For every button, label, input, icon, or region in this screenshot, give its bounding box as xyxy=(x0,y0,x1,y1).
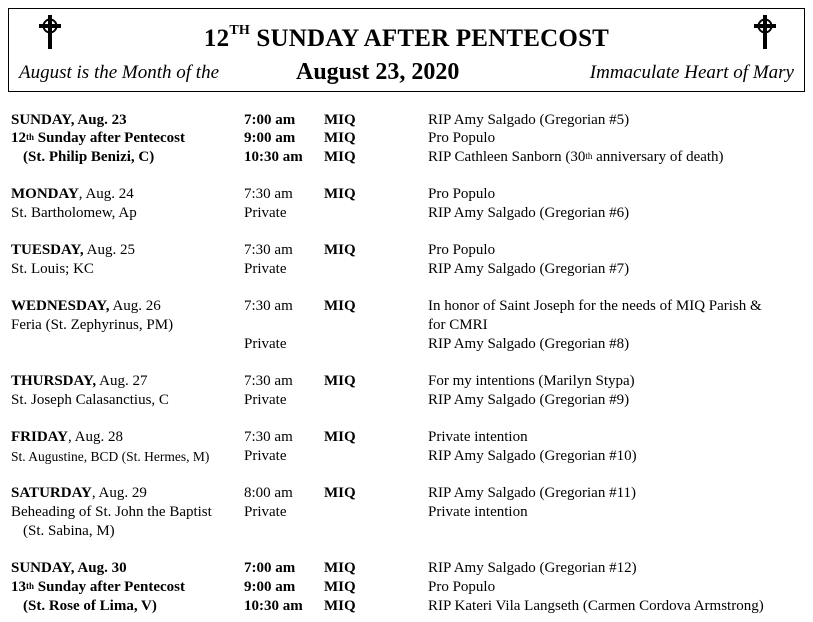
mass-intention: RIP Amy Salgado (Gregorian #11) xyxy=(428,485,637,501)
mass-intention: RIP Amy Salgado (Gregorian #7) xyxy=(428,261,630,277)
mass-location: MIQ xyxy=(324,130,356,146)
mass-intention: RIP Amy Salgado (Gregorian #9) xyxy=(428,392,630,408)
day-heading: TUESDAY, Aug. 25 xyxy=(11,242,135,258)
feast-name: 13th Sunday after Pentecost xyxy=(11,579,185,595)
mass-intention: RIP Amy Salgado (Gregorian #10) xyxy=(428,448,637,464)
mass-location: MIQ xyxy=(324,429,356,445)
mass-intention: RIP Amy Salgado (Gregorian #8) xyxy=(428,336,630,352)
feast-commemoration: (St. Philip Benizi, C) xyxy=(23,149,155,165)
mass-intention: Pro Populo xyxy=(428,579,496,595)
day-heading: SATURDAY, Aug. 29 xyxy=(11,485,147,501)
feast-name: 12th Sunday after Pentecost xyxy=(11,130,185,146)
mass-intention: RIP Amy Salgado (Gregorian #6) xyxy=(428,205,630,221)
mass-time: Private xyxy=(244,448,287,464)
mass-intention: For my intentions (Marilyn Stypa) xyxy=(428,373,635,389)
mass-location: MIQ xyxy=(324,186,356,202)
mass-location: MIQ xyxy=(324,373,356,389)
mass-intention-continued: for CMRI xyxy=(428,317,488,333)
mass-intention: Pro Populo xyxy=(428,242,496,258)
mass-location: MIQ xyxy=(324,112,356,128)
mass-intention: Pro Populo xyxy=(428,186,496,202)
month-dedication-left: August is the Month of the xyxy=(19,62,220,83)
day-heading: SUNDAY, Aug. 30 xyxy=(11,560,127,576)
day-heading: SUNDAY, Aug. 23 xyxy=(11,112,127,128)
mass-time: 7:30 am xyxy=(244,373,293,389)
mass-location: MIQ xyxy=(324,560,356,576)
mass-location: MIQ xyxy=(324,298,356,314)
mass-location: MIQ xyxy=(324,579,356,595)
mass-location: MIQ xyxy=(324,242,356,258)
mass-time: Private xyxy=(244,392,287,408)
day-heading: FRIDAY, Aug. 28 xyxy=(11,429,123,445)
feast-commemoration: (St. Rose of Lima, V) xyxy=(23,598,157,614)
day-heading: WEDNESDAY, Aug. 26 xyxy=(11,298,161,314)
mass-location: MIQ xyxy=(324,149,356,165)
mass-intention: Pro Populo xyxy=(428,130,496,146)
page-title: 12TH SUNDAY AFTER PENTECOST xyxy=(203,23,610,52)
mass-intention: Private intention xyxy=(428,429,528,445)
feast-name: Beheading of St. John the Baptist xyxy=(11,504,212,520)
mass-intention: RIP Amy Salgado (Gregorian #12) xyxy=(428,560,637,576)
mass-intention: In honor of Saint Joseph for the needs of MIQ Parish & xyxy=(428,298,762,314)
mass-time: 7:00 am xyxy=(244,112,296,128)
day-heading: MONDAY, Aug. 24 xyxy=(11,186,134,202)
mass-intention: RIP Cathleen Sanborn (30th anniversary of death) xyxy=(428,149,724,165)
mass-time: 8:00 am xyxy=(244,485,293,501)
mass-time: 7:30 am xyxy=(244,429,293,445)
mass-intention: RIP Kateri Vila Langseth (Carmen Cordova Armstrong) xyxy=(428,598,764,614)
mass-time: Private xyxy=(244,504,287,520)
mass-time: Private xyxy=(244,261,287,277)
mass-time: 10:30 am xyxy=(244,598,303,614)
mass-intention: RIP Amy Salgado (Gregorian #5) xyxy=(428,112,630,128)
mass-time: 7:30 am xyxy=(244,186,293,202)
mass-time: 7:00 am xyxy=(244,560,296,576)
month-dedication-right: Immaculate Heart of Mary xyxy=(589,62,794,83)
mass-time: 9:00 am xyxy=(244,130,296,146)
feast-name: St. Louis; KC xyxy=(11,261,94,277)
feast-name: St. Bartholomew, Ap xyxy=(11,205,137,221)
mass-intention: Private intention xyxy=(428,504,528,520)
feast-name: St. Joseph Calasanctius, C xyxy=(11,392,169,408)
feast-commemoration: (St. Sabina, M) xyxy=(23,523,115,539)
mass-time: 9:00 am xyxy=(244,579,296,595)
day-heading: THURSDAY, Aug. 27 xyxy=(11,373,148,389)
mass-location: MIQ xyxy=(324,598,356,614)
mass-location: MIQ xyxy=(324,485,356,501)
mass-time: Private xyxy=(244,336,287,352)
mass-time: Private xyxy=(244,205,287,221)
mass-time: 10:30 am xyxy=(244,149,303,165)
mass-time: 7:30 am xyxy=(244,298,293,314)
mass-time: 7:30 am xyxy=(244,242,293,258)
feast-name: St. Augustine, BCD (St. Hermes, M) xyxy=(11,449,210,464)
feast-name: Feria (St. Zephyrinus, PM) xyxy=(11,317,174,333)
bulletin-date: August 23, 2020 xyxy=(296,59,460,85)
